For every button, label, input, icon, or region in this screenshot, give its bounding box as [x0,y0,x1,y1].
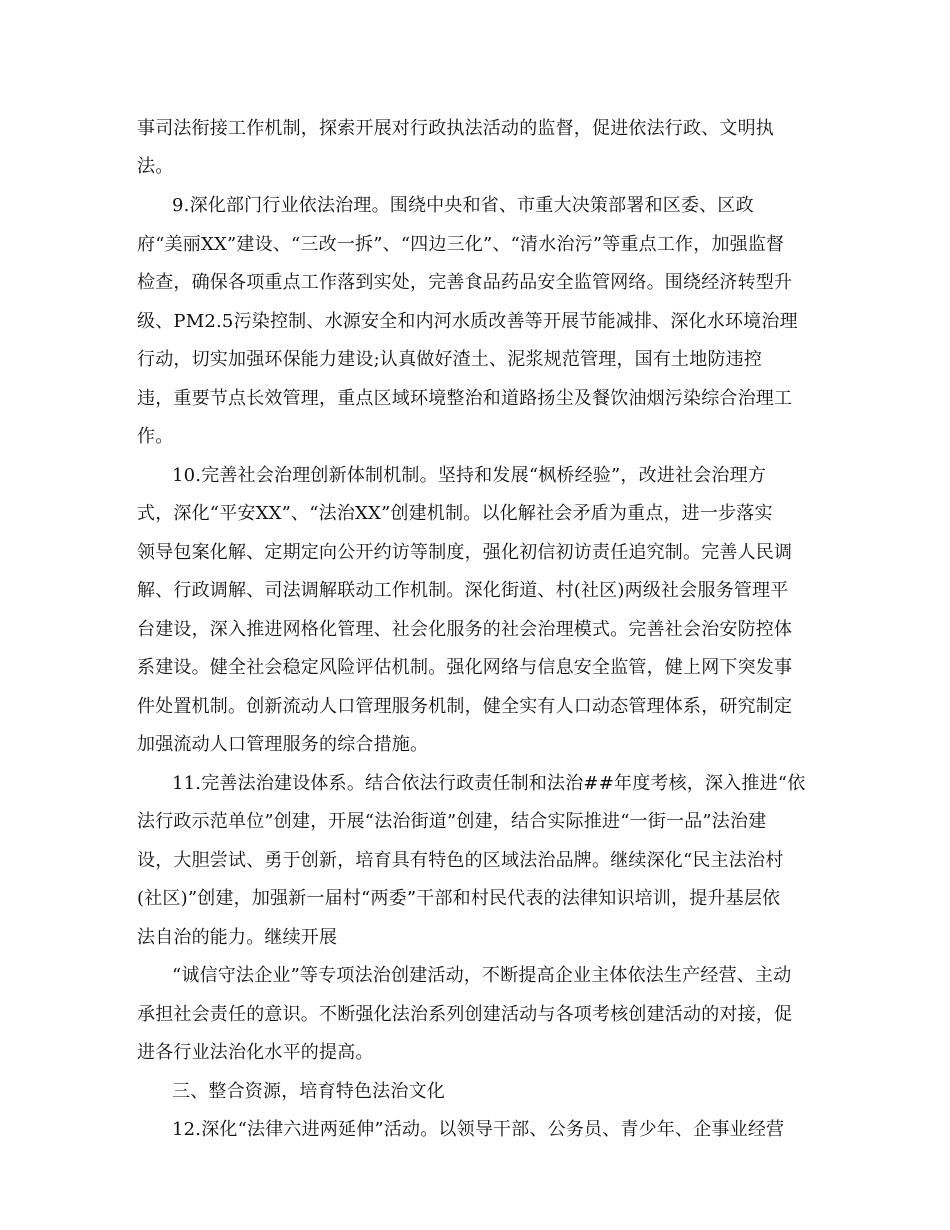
text-line: 法自治的能力。继续开展 [137,927,338,948]
paragraph-9-start: 9.深化部门行业依法治理。围绕中央和省、市重大决策部署和区委、区政 [172,195,754,216]
text-line: (社区)”创建，加强新一届村“两委”干部和村民代表的法律知识培训，提升基层依 [137,888,781,909]
section-heading: 三、整合资源，培育特色法治文化 [172,1081,445,1102]
text-line: 承担社会责任的意识。不断强化法治系列创建活动与各项考核创建活动的对接，促 [137,1004,793,1025]
text-line: 进各行业法治化水平的提高。 [137,1042,374,1063]
text-line: 事司法衔接工作机制，探索开展对行政执法活动的监督，促进依法行政、文明执 [137,118,774,139]
text-line: 府“美丽XX”建设、“三改一拆”、“四边三化”、“清水治污”等重点工作，加强监督 [137,234,785,255]
text-line: 件处置机制。创新流动人口管理服务机制，健全实有人口动态管理体系，研究制定 [137,696,793,717]
paragraph-continuation: “诚信守法企业”等专项法治创建活动，不断提高企业主体依法生产经营、主动 [172,965,792,986]
paragraph-11-start: 11.完善法治建设体系。结合依法行政责任制和法治##年度考核，深入推进“依 [172,773,806,794]
text-line: 式，深化“平安XX”、“法治XX”创建机制。以化解社会矛盾为重点，进一步落实 [137,503,773,524]
text-line: 级、PM2.5污染控制、水源安全和内河水质改善等开展节能减排、深化水环境治理 [137,311,798,332]
text-line: 台建设，深入推进网格化管理、社会化服务的社会治理模式。完善社会治安防控体 [137,619,793,640]
text-line: 加强流动人口管理服务的综合措施。 [137,734,429,755]
text-line: 解、行政调解、司法调解联动工作机制。深化街道、村(社区)两级社会服务管理平 [137,580,789,601]
text-line: 检查，确保各项重点工作落到实处，完善食品药品安全监管网络。围绕经济转型升 [137,272,793,293]
text-line: 法。 [137,156,174,177]
text-line: 违，重要节点长效管理，重点区域环境整治和道路扬尘及餐饮油烟污染综合治理工 [137,388,793,409]
text-line: 作。 [137,426,174,447]
text-line: 法行政示范单位”创建，开展“法治街道”创建，结合实际推进“一街一品”法治建 [137,811,767,832]
text-line: 领导包案化解、定期定向公开约访等制度，强化初信初访责任追究制。完善人民调 [137,542,793,563]
text-line: 行动，切实加强环保能力建设;认真做好渣土、泥浆规范管理，国有土地防违控 [137,349,763,370]
paragraph-10-start: 10.完善社会治理创新体制机制。坚持和发展“枫桥经验”，改进社会治理方 [172,465,767,486]
text-line: 系建设。健全社会稳定风险评估机制。强化网络与信息安全监管，健上网下突发事 [137,657,793,678]
paragraph-12-start: 12.深化“法律六进两延伸”活动。以领导干部、公务员、青少年、企事业经营 [172,1119,785,1140]
text-line: 设，大胆尝试、勇于创新，培育具有特色的区域法治品牌。继续深化“民主法治村 [137,850,784,871]
